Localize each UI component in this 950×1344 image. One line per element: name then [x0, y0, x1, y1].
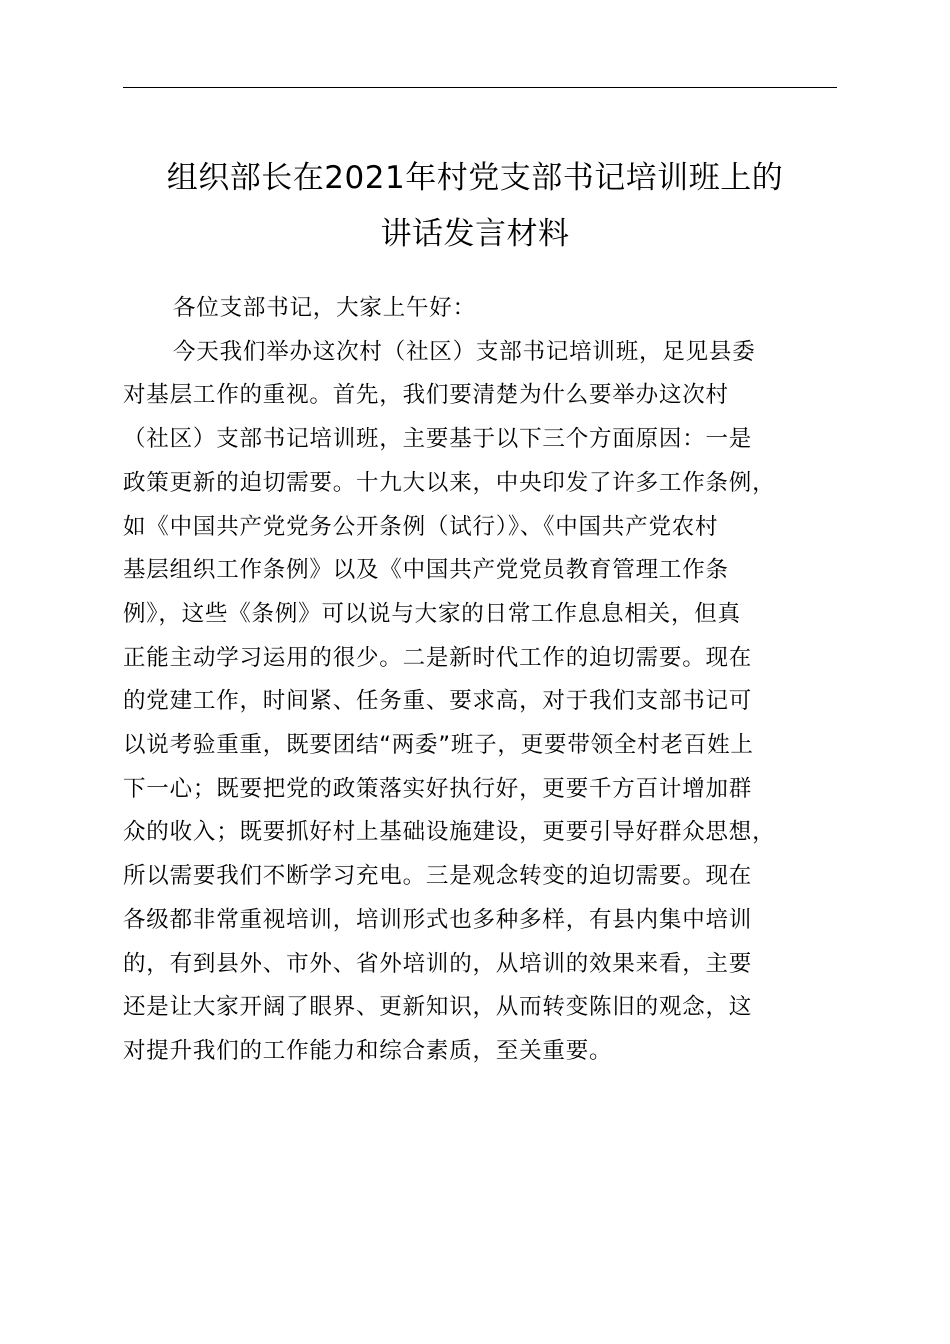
paragraph-line: 的党建工作，时间紧、任务重、要求高，对于我们支部书记可: [123, 688, 753, 715]
paragraph-line: （社区）支部书记培训班，主要基于以下三个方面原因：一是: [123, 426, 753, 453]
paragraph-line: 政策更新的迫切需要。十九大以来，中央印发了许多工作条例，: [123, 469, 776, 496]
paragraph-line: 各级都非常重视培训，培训形式也多种多样，有县内集中培训: [123, 906, 753, 933]
title-line: 讲话发言材料: [380, 216, 570, 252]
paragraph-line: 基层组织工作条例》以及《中国共产党党员教育管理工作条: [123, 557, 729, 584]
paragraph-line: 的，有到县外、市外、省外培训的，从培训的效果来看，主要: [123, 950, 753, 977]
paragraph-line: 如《中国共产党党务公开条例（试行）》、《中国共产党农村: [123, 513, 719, 540]
paragraph-line: 正能主动学习运用的很少。二是新时代工作的迫切需要。现在: [123, 644, 753, 671]
greeting: 各位支部书记，大家上午好：: [173, 295, 476, 321]
title-line: 组织部长在2021年村党支部书记培训班上的: [166, 160, 784, 196]
paragraph-line: 众的收入；既要抓好村上基础设施建设，更要引导好群众思想，: [123, 819, 776, 846]
paragraph-line: 下一心；既要把党的政策落实好执行好，更要千方百计增加群: [123, 775, 753, 802]
document-title: [100, 150, 850, 262]
paragraph-line: 所以需要我们不断学习充电。三是观念转变的迫切需要。现在: [123, 863, 753, 890]
header-rule: [123, 87, 837, 88]
document-body: [123, 287, 863, 1074]
paragraph-line: 今天我们举办这次村（社区）支部书记培训班，足见县委: [173, 338, 756, 365]
paragraph-line: 例》，这些《条例》可以说与大家的日常工作息息相关，但真: [123, 600, 741, 627]
paragraph-line: 还是让大家开阔了眼界、更新知识，从而转变陈旧的观念，这: [123, 994, 753, 1021]
paragraph-line: 对提升我们的工作能力和综合素质，至关重要。: [123, 1037, 613, 1064]
paragraph-line: 以说考验重重，既要团结“两委”班子，更要带领全村老百姓上: [123, 732, 754, 759]
paragraph-line: 对基层工作的重视。首先，我们要清楚为什么要举办这次村: [123, 382, 729, 409]
